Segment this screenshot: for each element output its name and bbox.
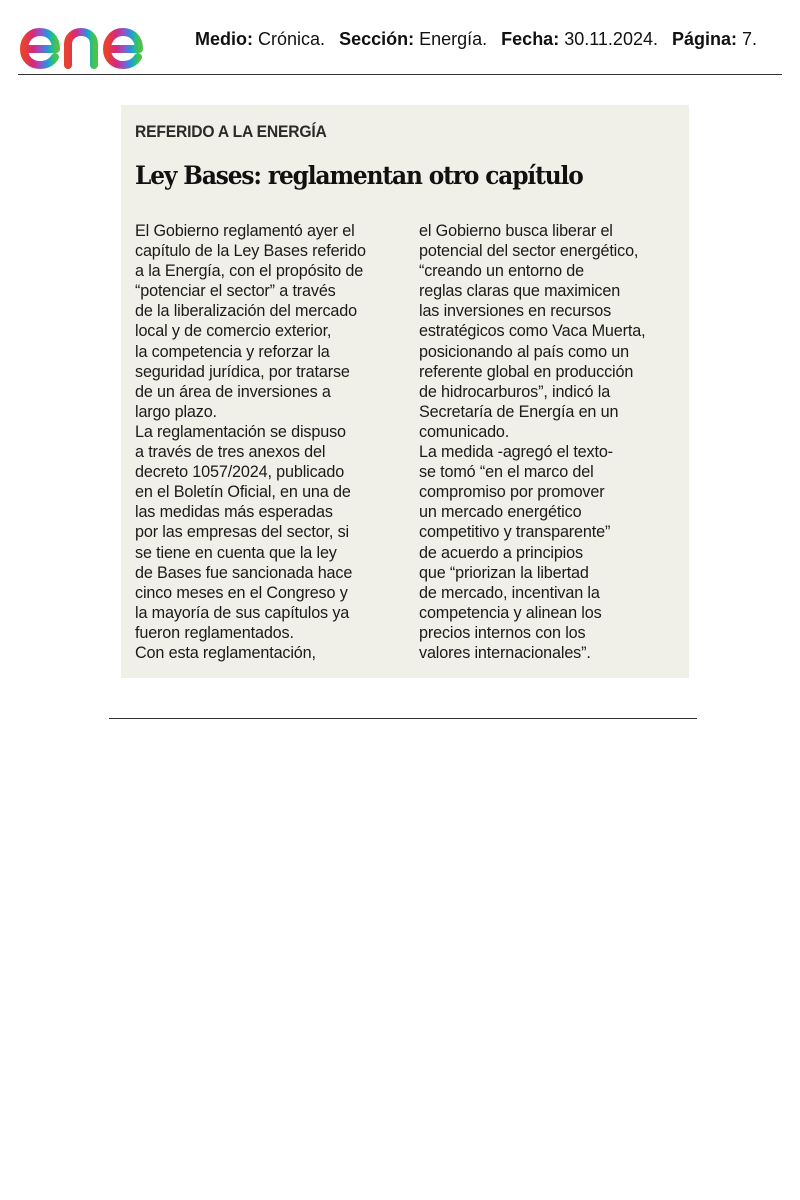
- column-2-line: La medida -agregó el texto-: [419, 443, 613, 462]
- column-1-line: cinco meses en el Congreso y: [135, 583, 348, 602]
- column-1-line: “potenciar el sector” a través: [135, 282, 336, 301]
- footer-divider: [109, 718, 697, 719]
- column-2-line: referente global en producción: [419, 362, 634, 381]
- enel-logo: [18, 8, 170, 70]
- column-2-line: reglas claras que maximicen: [419, 282, 621, 301]
- column-2-line: de acuerdo a principios: [419, 543, 583, 562]
- article-column-2: [419, 221, 694, 663]
- fecha-value: 30.11.2024.: [564, 29, 658, 49]
- seccion-label: Sección:: [339, 29, 415, 49]
- column-2-line: un mercado energético: [419, 503, 582, 522]
- column-1-line: las medidas más esperadas: [135, 503, 333, 522]
- newspaper-clipping: [121, 105, 689, 678]
- fecha-label: Fecha:: [501, 29, 560, 49]
- article-kicker: REFERIDO A LA ENERGÍA: [135, 122, 327, 141]
- column-2-line: comunicado.: [419, 422, 510, 441]
- column-1-line: fueron reglamentados.: [135, 623, 294, 642]
- header-divider: [18, 74, 782, 75]
- column-2-line: potencial del sector energético,: [419, 242, 639, 261]
- pagina-value: 7.: [742, 29, 758, 49]
- column-2-line: Secretaría de Energía en un: [419, 402, 619, 421]
- article-headline: Ley Bases: reglamentan otro capítulo: [135, 161, 583, 190]
- column-1-line: a través de tres anexos del: [135, 443, 326, 462]
- column-2-line: compromiso por promover: [419, 483, 605, 502]
- medio-value: Crónica.: [258, 29, 326, 49]
- column-2-line: “creando un entorno de: [419, 262, 584, 281]
- column-2-line: competitivo y transparente”: [419, 523, 611, 542]
- pagina-label: Página:: [672, 29, 738, 49]
- column-1-line: de la liberalización del mercado: [135, 302, 357, 321]
- column-1-line: seguridad jurídica, por tratarse: [135, 362, 350, 381]
- column-1-line: El Gobierno reglamentó ayer el: [135, 222, 355, 240]
- column-2-line: competencia y alinean los: [419, 603, 602, 622]
- column-2-line: posicionando al país como un: [419, 342, 629, 361]
- seccion-value: Energía.: [419, 29, 488, 49]
- column-2-line: que “priorizan la libertad: [419, 563, 589, 582]
- column-1-line: se tiene en cuenta que la ley: [135, 543, 337, 562]
- column-1-line: La reglamentación se dispuso: [135, 422, 346, 441]
- column-2-line: las inversiones en recursos: [419, 302, 612, 321]
- column-2-line: el Gobierno busca liberar el: [419, 222, 613, 240]
- page-header: [18, 8, 782, 74]
- column-1-line: en el Boletín Oficial, en una de: [135, 483, 351, 502]
- column-1-line: de Bases fue sancionada hace: [135, 563, 353, 582]
- column-2-line: se tomó “en el marco del: [419, 463, 594, 482]
- column-1-line: la competencia y reforzar la: [135, 342, 330, 361]
- column-1-line: Con esta reglamentación,: [135, 643, 316, 662]
- column-1-line: de un área de inversiones a: [135, 382, 331, 401]
- column-1-line: decreto 1057/2024, publicado: [135, 463, 345, 482]
- column-1-line: a la Energía, con el propósito de: [135, 262, 364, 281]
- column-2-line: precios internos con los: [419, 623, 586, 642]
- column-1-line: local y de comercio exterior,: [135, 322, 332, 341]
- column-1-line: capítulo de la Ley Bases referido: [135, 242, 366, 261]
- column-1-line: por las empresas del sector, si: [135, 523, 349, 542]
- metadata-line: [195, 29, 766, 50]
- column-1-line: la mayoría de sus capítulos ya: [135, 603, 350, 622]
- column-2-line: estratégicos como Vaca Muerta,: [419, 322, 646, 341]
- column-2-line: valores internacionales”.: [419, 643, 591, 662]
- article-column-1: [135, 221, 410, 663]
- column-1-line: largo plazo.: [135, 402, 217, 421]
- column-2-line: de mercado, incentivan la: [419, 583, 600, 602]
- column-2-line: de hidrocarburos”, indicó la: [419, 382, 611, 401]
- medio-label: Medio:: [195, 29, 253, 49]
